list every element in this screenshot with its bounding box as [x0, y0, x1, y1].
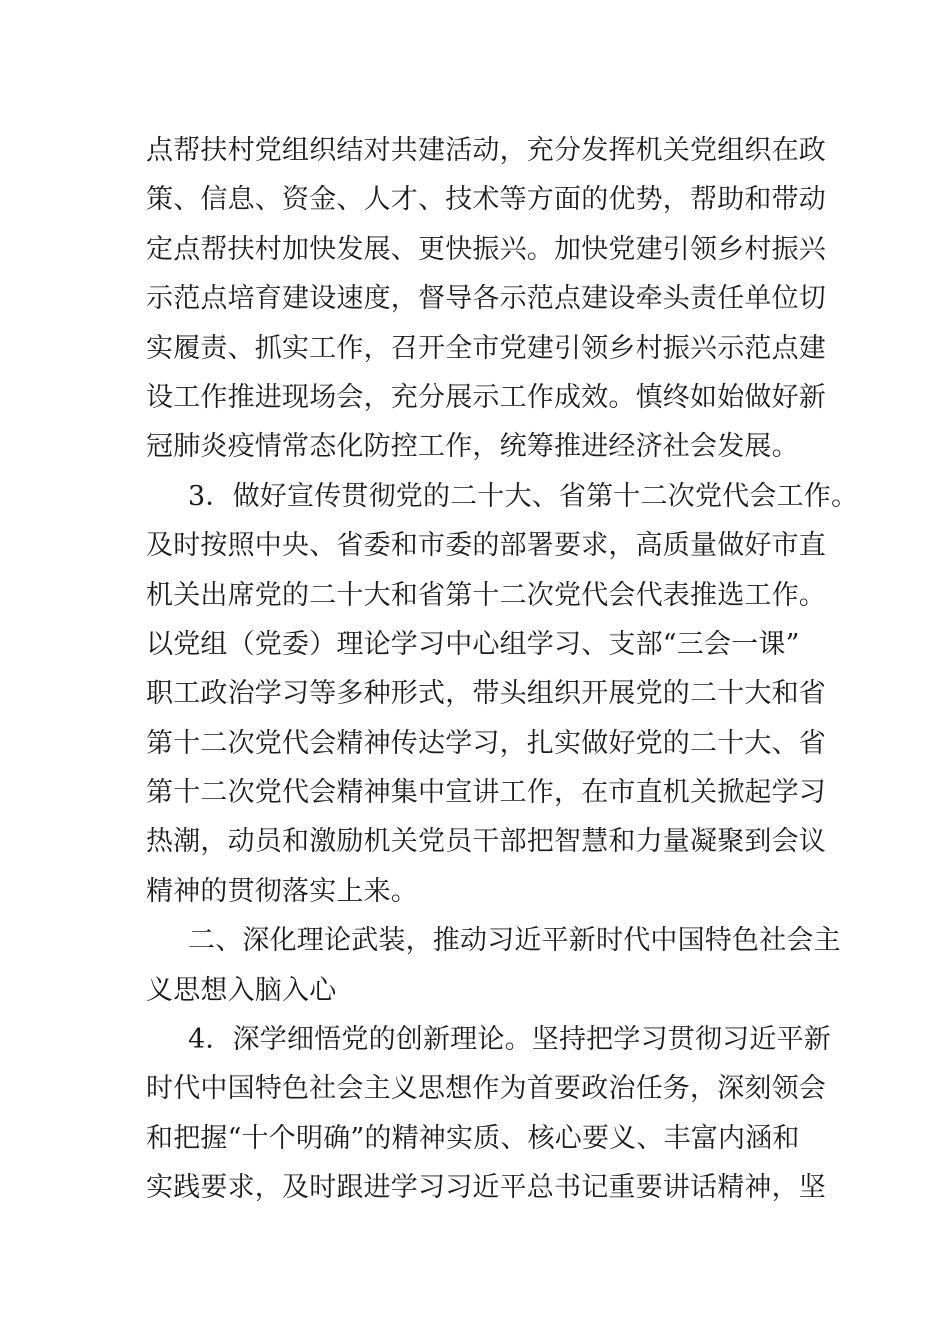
- text-line: 第十二次党代会精神集中宣讲工作，在市直机关掀起学习: [146, 777, 826, 809]
- text-line: 精神的贯彻落实上来。: [146, 875, 418, 907]
- text-line: 示范点培育建设速度，督导各示范点建设牵头责任单位切: [146, 283, 826, 315]
- document-body: [146, 126, 859, 1213]
- text-line: 3．做好宣传贯彻党的二十大、省第十二次党代会工作。: [188, 480, 859, 512]
- text-line: 和把握“十个明确”的精神实质、核心要义、丰富内涵和: [146, 1122, 800, 1154]
- text-line: 二、深化理论武装，推动习近平新时代中国特色社会主: [188, 925, 841, 957]
- text-line: 以党组（党委）理论学习中心组学习、支部“三会一课”: [146, 628, 800, 660]
- text-line: 及时按照中央、省委和市委的部署要求，高质量做好市直: [146, 530, 826, 562]
- text-line: 策、信息、资金、人才、技术等方面的优势，帮助和带动: [146, 184, 826, 216]
- text-line: 时代中国特色社会主义思想作为首要政治任务，深刻领会: [146, 1073, 826, 1105]
- text-line: 热潮，动员和激励机关党员干部把智慧和力量凝聚到会议: [146, 826, 826, 858]
- text-line: 第十二次党代会精神传达学习，扎实做好党的二十大、省: [146, 727, 826, 759]
- text-line: 冠肺炎疫情常态化防控工作，统筹推进经济社会发展。: [146, 431, 799, 463]
- text-line: 实践要求，及时跟进学习习近平总书记重要讲话精神，坚: [146, 1172, 826, 1204]
- text-line: 点帮扶村党组织结对共建活动，充分发挥机关党组织在政: [146, 135, 826, 166]
- text-line: 定点帮扶村加快发展、更快振兴。加快党建引领乡村振兴: [146, 233, 826, 265]
- text-line: 实履责、抓实工作，召开全市党建引领乡村振兴示范点建: [146, 332, 826, 364]
- text-line: 4．深学细悟党的创新理论。坚持把学习贯彻习近平新: [188, 1024, 831, 1056]
- text-line: 职工政治学习等多种形式，带头组织开展党的二十大和省: [146, 678, 826, 710]
- text-line: 机关出席党的二十大和省第十二次党代会代表推选工作。: [146, 579, 826, 611]
- text-line: 义思想入脑入心: [146, 974, 337, 1006]
- text-line: 设工作推进现场会，充分展示工作成效。慎终如始做好新: [146, 381, 826, 413]
